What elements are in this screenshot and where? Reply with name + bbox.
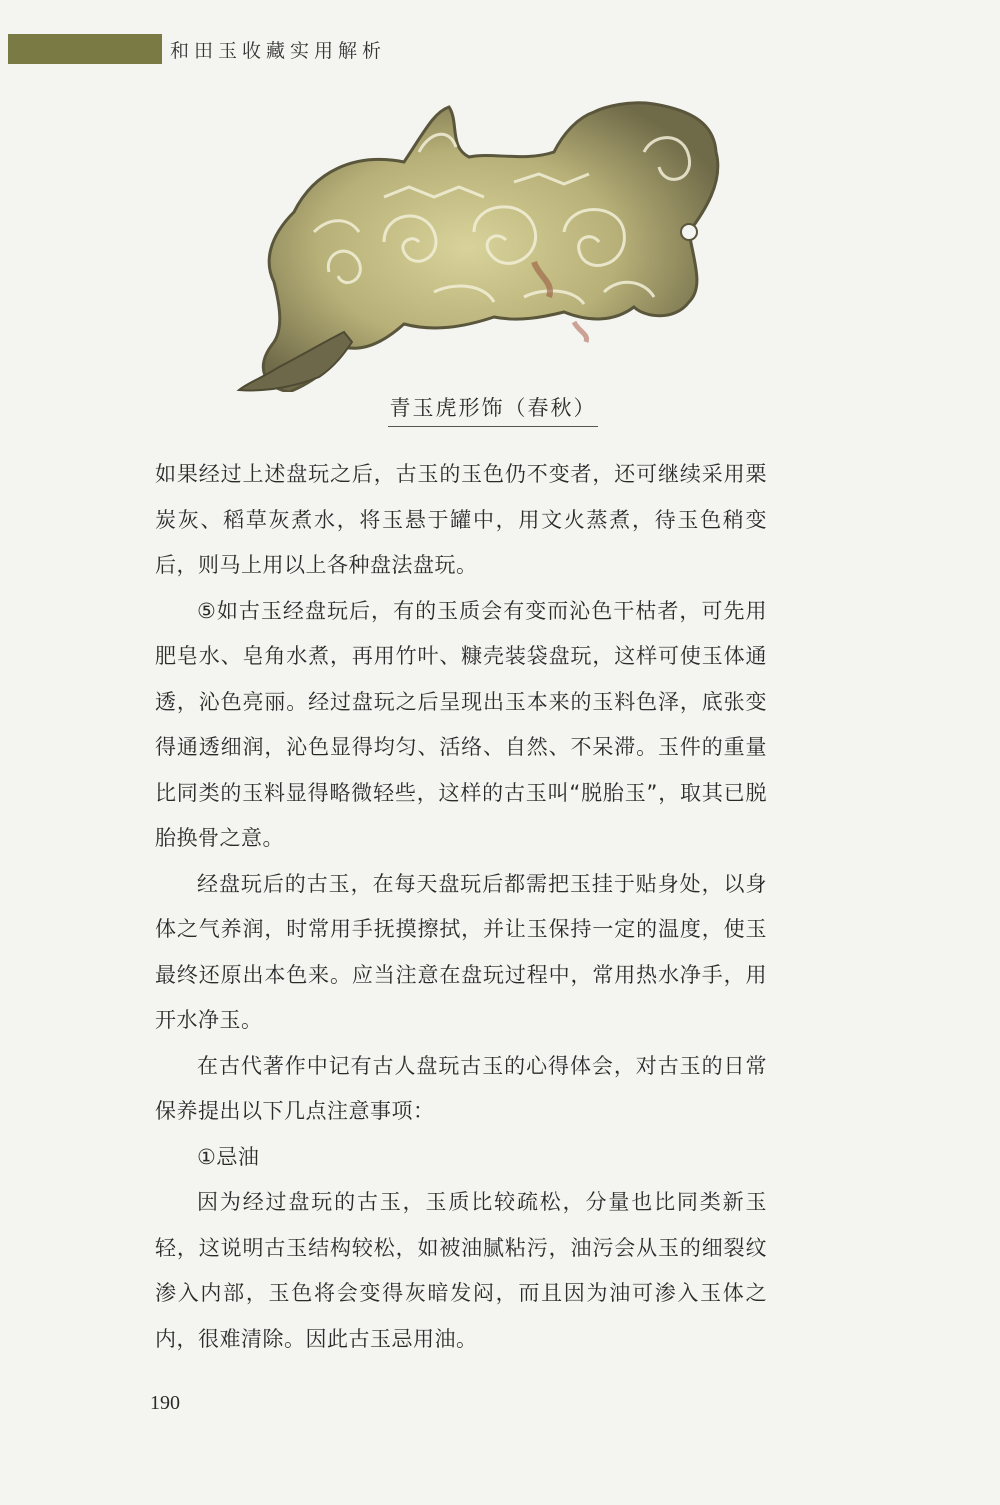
figure-caption: 青玉虎形饰（春秋） (388, 392, 598, 427)
list-item-heading: ①忌油 (197, 1144, 260, 1169)
header-bar (8, 34, 162, 64)
paragraph: 如果经过上述盘玩之后，古玉的玉色仍不变者，还可继续采用栗炭灰、稻草灰煮水，将玉悬于罐中，用文火蒸煮，待玉色稍变后，则马上用以上各种盘法盘玩。 (155, 462, 767, 577)
body-text (155, 452, 767, 1362)
jade-tiger-ornament-image (234, 92, 734, 392)
paragraph: 经盘玩后的古玉，在每天盘玩后都需把玉挂于贴身处，以身体之气养润，时常用手抚摸擦拭，并让玉保持一定的温度，使玉最终还原出本色来。应当注意在盘玩过程中，常用热水净手，用开水净玉。 (155, 871, 767, 1032)
paragraph: 在古代著作中记有古人盘玩古玉的心得体会，对古玉的日常保养提出以下几点注意事项： (155, 1053, 767, 1123)
running-header: 和田玉收藏实用解析 (170, 40, 387, 62)
page-number: 190 (150, 1392, 180, 1414)
paragraph: ⑤如古玉经盘玩后，有的玉质会有变而沁色干枯者，可先用肥皂水、皂角水煮，再用竹叶、糠壳装袋盘玩，这样可使玉体通透，沁色亮丽。经过盘玩之后呈现出玉本来的玉料色泽，底张变得通透细润，沁色显得均匀、活络、自然、不呆滞。玉件的重量比同类的玉料显得略微轻些，这样的古玉叫“脱胎玉”，取其已脱胎换骨之意。 (155, 598, 767, 850)
paragraph: 因为经过盘玩的古玉，玉质比较疏松，分量也比同类新玉轻，这说明古玉结构较松，如被油腻粘污，油污会从玉的细裂纹渗入内部，玉色将会变得灰暗发闷，而且因为油可渗入玉体之内，很难清除。因此古玉忌用油。 (155, 1190, 767, 1351)
